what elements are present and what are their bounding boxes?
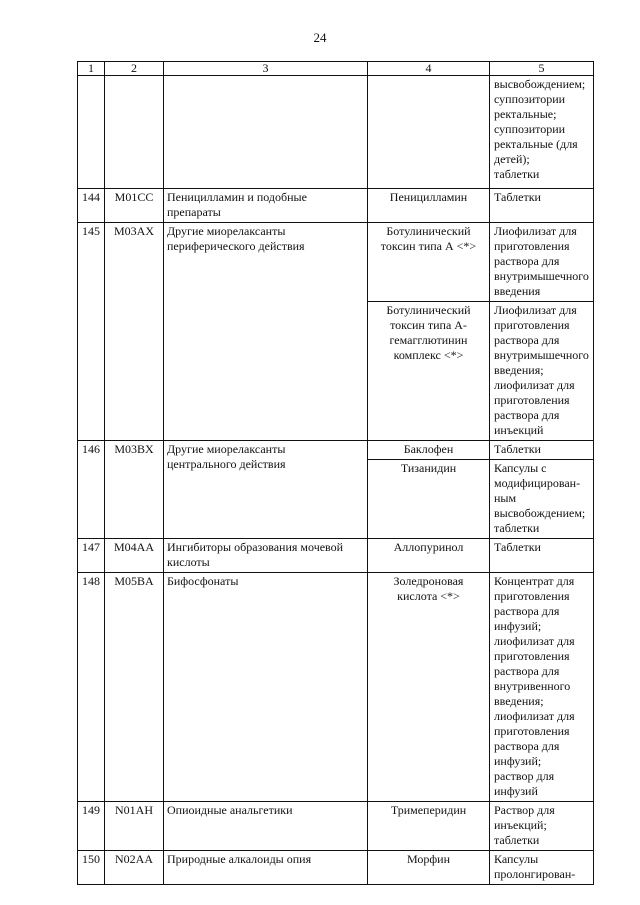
- row-number-cell: 149: [78, 802, 105, 851]
- dosage-form-cell: Капсулы с модифицирован- ным высвобождением; таблетки: [490, 460, 594, 539]
- dosage-form-cell: Раствор для инъекций; таблетки: [490, 802, 594, 851]
- drug-cell: Пеницилламин: [368, 189, 490, 223]
- atc-code-cell: N02AA: [105, 851, 164, 885]
- dosage-form-cell: высвобождением; суппозитории ректальные; суппозитории ректальные (для детей); таблетки: [490, 76, 594, 189]
- column-header: 2: [105, 62, 164, 76]
- atc-code-cell: N01AH: [105, 802, 164, 851]
- table-row: [78, 573, 594, 802]
- dosage-form-cell: Лиофилизат для приготовления раствора для внутримышечного введения: [490, 223, 594, 302]
- atc-code-cell: M01CC: [105, 189, 164, 223]
- atc-code-cell: M05BA: [105, 573, 164, 802]
- drug-cell: Аллопуринол: [368, 539, 490, 573]
- group-cell: Другие миорелаксанты центрального действия: [164, 441, 368, 539]
- group-cell: Пеницилламин и подобные препараты: [164, 189, 368, 223]
- dosage-form-cell: Таблетки: [490, 539, 594, 573]
- column-header: 3: [164, 62, 368, 76]
- drug-cell: [368, 76, 490, 189]
- table-row: [78, 802, 594, 851]
- dosage-form-cell: Лиофилизат для приготовления раствора для внутримышечного введения; лиофилизат для приготовления раствора для инъекций: [490, 302, 594, 441]
- table-row: [78, 189, 594, 223]
- drug-cell: Баклофен: [368, 441, 490, 460]
- dosage-form-cell: Концентрат для приготовления раствора для инфузий; лиофилизат для приготовления раствора для внутривенного введения; лиофилизат для приготовления раствора для инфузий; раствор для инфузий: [490, 573, 594, 802]
- drug-cell: Золедроновая кислота <*>: [368, 573, 490, 802]
- atc-code-cell: M03AX: [105, 223, 164, 441]
- drug-cell: Ботулинический токсин типа А- гемагглютинин комплекс <*>: [368, 302, 490, 441]
- drug-cell: Тримеперидин: [368, 802, 490, 851]
- drug-cell: Ботулинический токсин типа А <*>: [368, 223, 490, 302]
- dosage-form-cell: Таблетки: [490, 189, 594, 223]
- row-number-cell: 147: [78, 539, 105, 573]
- row-number-cell: 145: [78, 223, 105, 441]
- column-header: 4: [368, 62, 490, 76]
- group-cell: Ингибиторы образования мочевой кислоты: [164, 539, 368, 573]
- atc-code-cell: M03BX: [105, 441, 164, 539]
- row-number-cell: 148: [78, 573, 105, 802]
- column-header: 1: [78, 62, 105, 76]
- table-header-row: [78, 62, 594, 76]
- table-row: [78, 851, 594, 885]
- row-number-cell: [78, 76, 105, 189]
- group-cell: [164, 76, 368, 189]
- page-number: 24: [313, 30, 327, 45]
- table-row: [78, 441, 594, 460]
- drug-cell: Тизанидин: [368, 460, 490, 539]
- drug-cell: Морфин: [368, 851, 490, 885]
- dosage-form-cell: Капсулы пролонгирован-: [490, 851, 594, 885]
- atc-code-cell: [105, 76, 164, 189]
- dosage-form-cell: Таблетки: [490, 441, 594, 460]
- column-header: 5: [490, 62, 594, 76]
- table-row: [78, 223, 594, 302]
- group-cell: Бифосфонаты: [164, 573, 368, 802]
- table-row: [78, 76, 594, 189]
- row-number-cell: 144: [78, 189, 105, 223]
- row-number-cell: 150: [78, 851, 105, 885]
- group-cell: Другие миорелаксанты периферического действия: [164, 223, 368, 441]
- table-row: [78, 539, 594, 573]
- drug-table: [77, 61, 594, 885]
- atc-code-cell: M04AA: [105, 539, 164, 573]
- row-number-cell: 146: [78, 441, 105, 539]
- group-cell: Опиоидные анальгетики: [164, 802, 368, 851]
- group-cell: Природные алкалоиды опия: [164, 851, 368, 885]
